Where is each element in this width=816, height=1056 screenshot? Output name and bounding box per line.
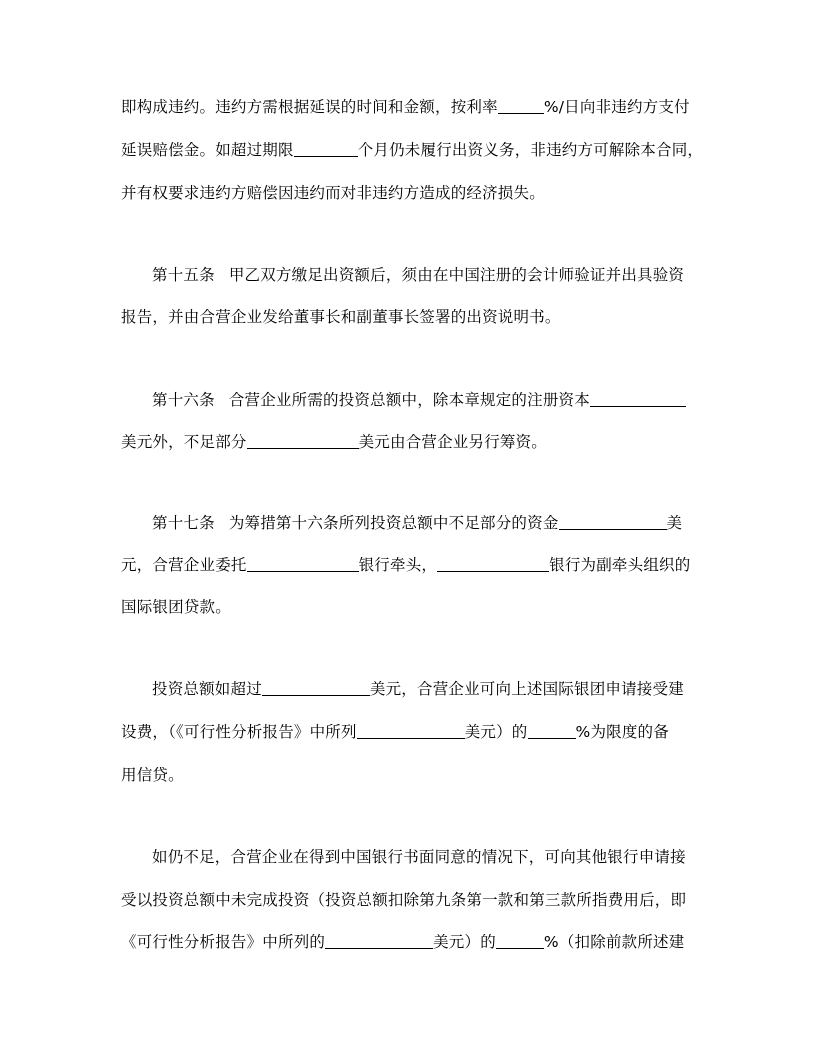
art16-line-1 — [152, 388, 686, 412]
p5-text-2c: %为限度的备 — [575, 723, 669, 741]
p6-text-3c: %（扣除前款所述建 — [543, 933, 685, 951]
art16-label: 第十六条 — [152, 391, 215, 409]
art15-line-1 — [152, 263, 684, 287]
credit-percent-blank — [528, 722, 576, 739]
p5-line-2 — [121, 720, 669, 744]
p1-text-2a: 延误赔偿金。如超过期限 — [121, 141, 294, 159]
p5-text-2b: 美元）的 — [464, 723, 528, 741]
shortfall-amount-blank — [247, 432, 359, 449]
art15-line-2 — [121, 305, 561, 329]
art17-text-2b: 银行牵头， — [358, 556, 438, 574]
art15-text-1: 甲乙双方缴足出资额后，须由在中国注册的会计师验证并出具验资 — [228, 266, 685, 284]
fund-amount-blank — [559, 513, 667, 530]
p5-text-2a: 设费，（《可行性分析报告》中所列 — [121, 723, 357, 741]
p1-text-1a: 即构成违约。违约方需根据延误的时间和金额，按利率 — [121, 98, 498, 116]
art17-text-2a: 元，合营企业委托 — [121, 556, 247, 574]
lead-bank-blank — [247, 555, 359, 572]
p6-text-3a: 《可行性分析报告》中所列的 — [121, 933, 326, 951]
p5-text-1a: 投资总额如超过 — [152, 680, 262, 698]
art17-text-1a: 为筹措第十六条所列投资总额中不足部分的资金 — [228, 514, 559, 532]
art17-line-3 — [121, 595, 231, 619]
p1-text-2b: 个月仍未履行出资义务，非违约方可解除本合同， — [357, 141, 704, 159]
art17-label: 第十七条 — [152, 514, 215, 532]
art16-text-2a: 美元外，不足部分 — [121, 433, 247, 451]
p1-text-3: 并有权要求违约方赔偿因违约而对非违约方造成的经济损失。 — [121, 184, 545, 202]
art15-label: 第十五条 — [152, 266, 215, 284]
p5-text-1b: 美元，合营企业可向上述国际银团申请接受建 — [369, 680, 684, 698]
art17-text-3: 国际银团贷款。 — [121, 598, 231, 616]
art16-text-1: 合营企业所需的投资总额中，除本章规定的注册资本 — [228, 391, 590, 409]
months-blank — [294, 140, 358, 157]
art17-line-1 — [152, 511, 682, 535]
p6-text-2: 受以投资总额中未完成投资（投资总额扣除第九条第一款和第三款所指费用后，即 — [121, 891, 687, 909]
p6-line-3 — [121, 930, 684, 954]
excess-amount-blank — [262, 679, 370, 696]
p5-text-3: 用信贷。 — [121, 766, 184, 784]
art17-line-2 — [121, 553, 690, 577]
p6-text-3b: 美元）的 — [433, 933, 496, 951]
interest-rate-blank — [498, 97, 544, 114]
art17-text-2c: 银行为副牵头组织的 — [549, 556, 691, 574]
registered-capital-blank — [590, 390, 686, 407]
art16-text-2b: 美元由合营企业另行筹资。 — [358, 433, 548, 451]
uncompleted-percent-blank — [496, 932, 544, 949]
p6-line-1 — [152, 845, 686, 869]
feasibility-amount-blank — [357, 722, 465, 739]
p5-line-1 — [152, 677, 684, 701]
p1-line-1 — [121, 95, 690, 119]
art16-line-2 — [121, 430, 547, 454]
p1-line-3 — [121, 181, 545, 205]
p5-line-3 — [121, 763, 184, 787]
co-lead-bank-blank — [437, 555, 549, 572]
p1-line-2 — [121, 138, 703, 162]
p1-text-1b: %/日向非违约方支付 — [543, 98, 690, 116]
p6-line-2 — [121, 888, 686, 912]
art15-text-2: 报告，并由合营企业发给董事长和副董事长签署的出资说明书。 — [121, 308, 561, 326]
p6-text-1: 如仍不足，合营企业在得到中国银行书面同意的情况下，可向其他银行申请接 — [152, 848, 686, 866]
art17-text-1b: 美 — [666, 514, 683, 532]
uncompleted-amount-blank — [325, 932, 433, 949]
